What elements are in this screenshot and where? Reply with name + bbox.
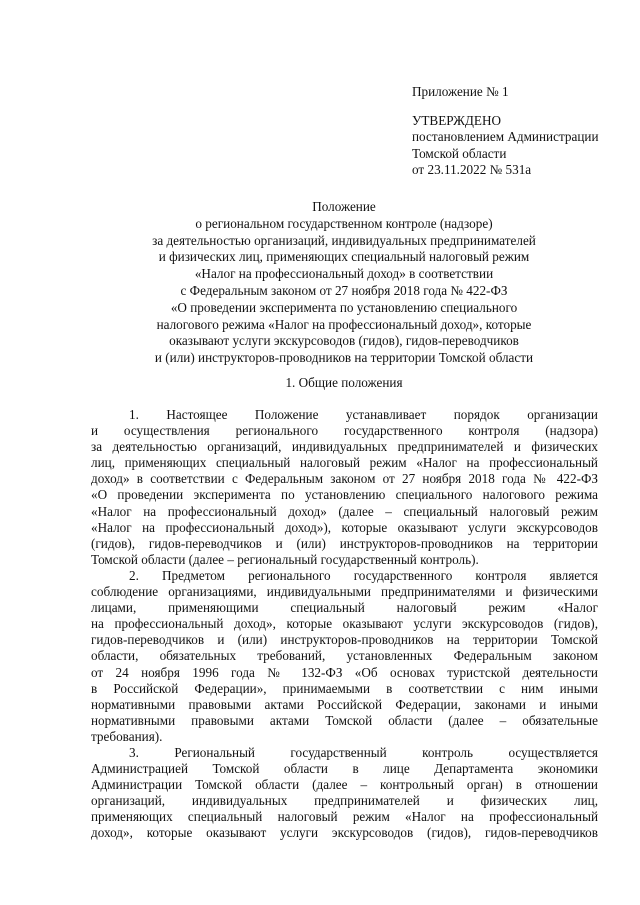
paragraph-line: 3. Региональный государственный контроль осуществляется	[129, 744, 598, 760]
paragraph-line: 1. Настоящее Положение устанавливает порядок организации	[129, 407, 598, 422]
paragraph-line: 2. Предметом регионального государственного контроля является	[129, 567, 598, 583]
paragraph-line: на профессиональный доход», которые оказывают услуги экскурсоводов (гидов),	[91, 616, 598, 632]
paragraph-line: Томской области (далее – региональный государственный контроль).	[91, 551, 479, 567]
paragraph-line: за деятельностью организаций, индивидуальных предпринимателей и физических	[91, 439, 598, 455]
document-title	[88, 199, 600, 367]
paragraph-line: применяющих специальный налоговый режим «Налог на профессиональный	[91, 809, 598, 825]
appendix-label: Приложение № 1	[412, 84, 509, 99]
paragraph-1	[91, 407, 598, 568]
paragraph-line: соблюдение организациями, индивидуальными предпринимателями и физическими	[91, 584, 598, 600]
paragraph-line: «О проведении эксперимента по установлению специального налогового режима	[91, 487, 598, 503]
paragraph-2	[91, 568, 598, 745]
paragraph-line: Администрацией Томской области в лице Департамента экономики	[91, 761, 598, 777]
approved-line: постановлением Администрации	[412, 129, 599, 145]
paragraph-line: организаций, индивидуальных предпринимателей и физических лиц,	[91, 793, 598, 809]
title-line: и физических лиц, применяющих специальный налоговый режим	[158, 249, 530, 265]
approval-stamp	[412, 113, 599, 178]
approved-line: от 23.11.2022 № 531а	[412, 161, 532, 177]
approved-line: Томской области	[412, 145, 507, 161]
paragraph-line: нормативными правовыми актами Томской области (далее – обязательные	[91, 712, 598, 728]
paragraph-line: Администрации Томской области (далее – контрольный орган) в отношении	[91, 777, 598, 793]
paragraph-line: от 24 ноября 1996 года № 132-ФЗ «Об основах туристской деятельности	[91, 664, 598, 680]
approved-label: УТВЕРЖДЕНО	[412, 113, 502, 128]
title-line: налогового режима «Налог на профессиональный доход», которые	[156, 316, 532, 332]
title-line: о региональном государственном контроле (надзоре)	[195, 215, 493, 231]
section-heading: 1. Общие положения	[285, 375, 403, 390]
title-line: и (или) инструкторов-проводников на территории Томской области	[154, 350, 534, 366]
paragraph-3	[91, 745, 598, 842]
paragraph-line: в Российской Федерации», принимаемыми в соответствии с ним иными	[91, 680, 598, 696]
paragraph-line: лицами, применяющими специальный налоговый режим «Налог	[91, 600, 598, 616]
paragraph-line: «Налог на профессиональный доход» (далее – специальный налоговый режим	[91, 503, 598, 519]
paragraph-line: нормативными правовыми актами Российской Федерации, законами и иными	[91, 696, 598, 712]
paragraph-line: лиц, применяющих специальный налоговый режим «Налог на профессиональный	[91, 455, 598, 471]
paragraph-line: требования).	[91, 728, 163, 744]
paragraph-line: доход» в соответствии с Федеральным законом от 27 ноября 2018 года № 422-ФЗ	[91, 471, 598, 487]
title-line: за деятельностью организаций, индивидуальных предпринимателей	[152, 232, 536, 248]
paragraph-line: «Налог на профессиональный доход»), которые оказывают услуги экскурсоводов	[91, 519, 598, 535]
paragraph-line: доход», которые оказывают услуги экскурсоводов (гидов), гидов-переводчиков	[91, 825, 598, 841]
title-line: Положение	[312, 199, 376, 214]
title-line: оказывают услуги экскурсоводов (гидов), гидов-переводчиков	[169, 333, 519, 349]
paragraph-line: области, обязательных требований, установленных Федеральным законом	[91, 648, 598, 664]
title-line: «О проведении эксперимента по установлению специального	[170, 299, 518, 315]
paragraph-line: (гидов), гидов-переводчиков и (или) инструкторов-проводников на территории	[91, 535, 598, 551]
paragraph-line: гидов-переводчиков и (или) инструкторов-проводников на территории Томской	[91, 632, 598, 648]
title-line: с Федеральным законом от 27 ноября 2018 года № 422-ФЗ	[180, 282, 508, 298]
paragraph-line: и осуществления регионального государственного контроля (надзора)	[91, 423, 598, 439]
title-line: «Налог на профессиональный доход» в соответствии	[194, 266, 494, 282]
document-body	[91, 407, 598, 842]
